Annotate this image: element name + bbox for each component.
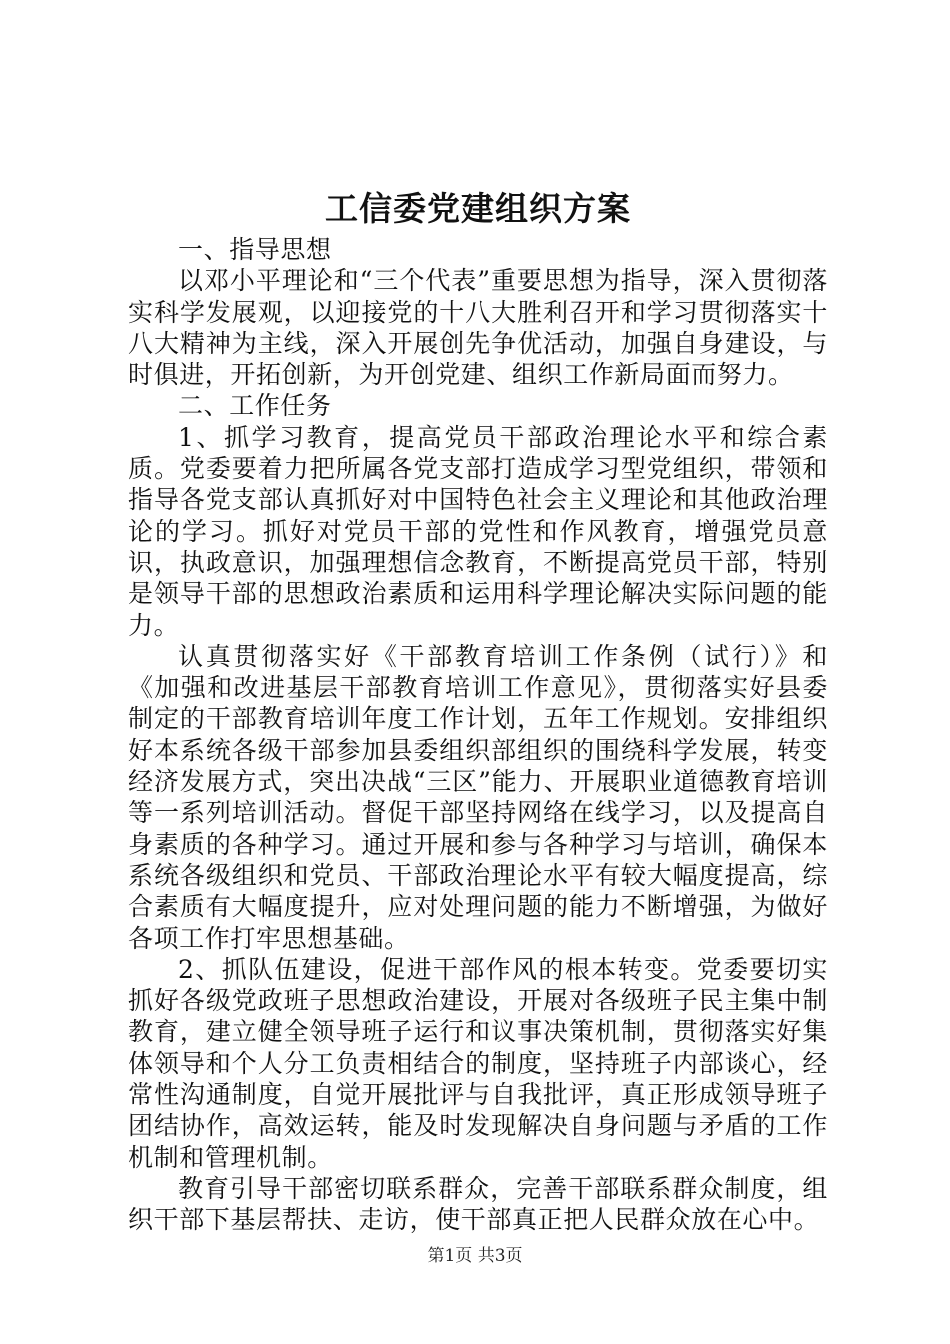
document-title: 工信委党建组织方案 — [325, 189, 631, 228]
section-heading-guiding-ideology: 一、指导思想 — [178, 235, 332, 264]
paragraph-task-1-study-education: 1、抓学习教育，提高党员干部政治理论水平和综合素质。党委要着力把所属各党支部打造成学习型党组织，带领和指导各党支部认真抓好对中国特色社会主义理论和其他政治理论的学习。抓好对党员干部的党性和作风教育，增强党员意识，执政意识，加强理想信念教育，不断提高党员干部，特别是领导干部的思想政治素质和运用科学理论解决实际问题的能力。 — [128, 422, 828, 640]
document-body — [128, 186, 828, 1236]
section-heading-work-tasks: 二、工作任务 — [178, 391, 332, 421]
paragraph-mass-connection: 教育引导干部密切联系群众，完善干部联系群众制度，组织干部下基层帮扶、走访，使干部真正把人民群众放在心中。 — [128, 1173, 828, 1235]
page-number-footer: 第1页 共3页 — [427, 1246, 523, 1266]
paragraph-guiding-ideology: 以邓小平理论和“三个代表”重要思想为指导，深入贯彻落实科学发展观，以迎接党的十八大胜利召开和学习贯彻落实十八大精神为主线，深入开展创先争优活动，加强自身建设，与时俱进，开拓创新，为开创党建、组织工作新局面而努力。 — [128, 266, 828, 390]
paragraph-task-2-team-building: 2、抓队伍建设，促进干部作风的根本转变。党委要切实抓好各级党政班子思想政治建设，开展对各级班子民主集中制教育，建立健全领导班子运行和议事决策机制，贯彻落实好集体领导和个人分工负责相结合的制度，坚持班子内部谈心，经常性沟通制度，自觉开展批评与自我批评，真正形成领导班子团结协作，高效运转，能及时发现解决自身问题与矛盾的工作机制和管理机制。 — [128, 954, 828, 1172]
paragraph-cadre-training: 认真贯彻落实好《干部教育培训工作条例（试行）》和《加强和改进基层干部教育培训工作意见》，贯彻落实好县委制定的干部教育培训年度工作计划，五年工作规划。安排组织好本系统各级干部参加县委组织部组织的围绕科学发展，转变经济发展方式，突出决战“三区”能力、开展职业道德教育培训等一系列培训活动。督促干部坚持网络在线学习，以及提高自身素质的各种学习。通过开展和参与各种学习与培训，确保本系统各级组织和党员、干部政治理论水平有较大幅度提高，综合素质有大幅度提升，应对处理问题的能力不断增强，为做好各项工作打牢思想基础。 — [128, 641, 828, 953]
